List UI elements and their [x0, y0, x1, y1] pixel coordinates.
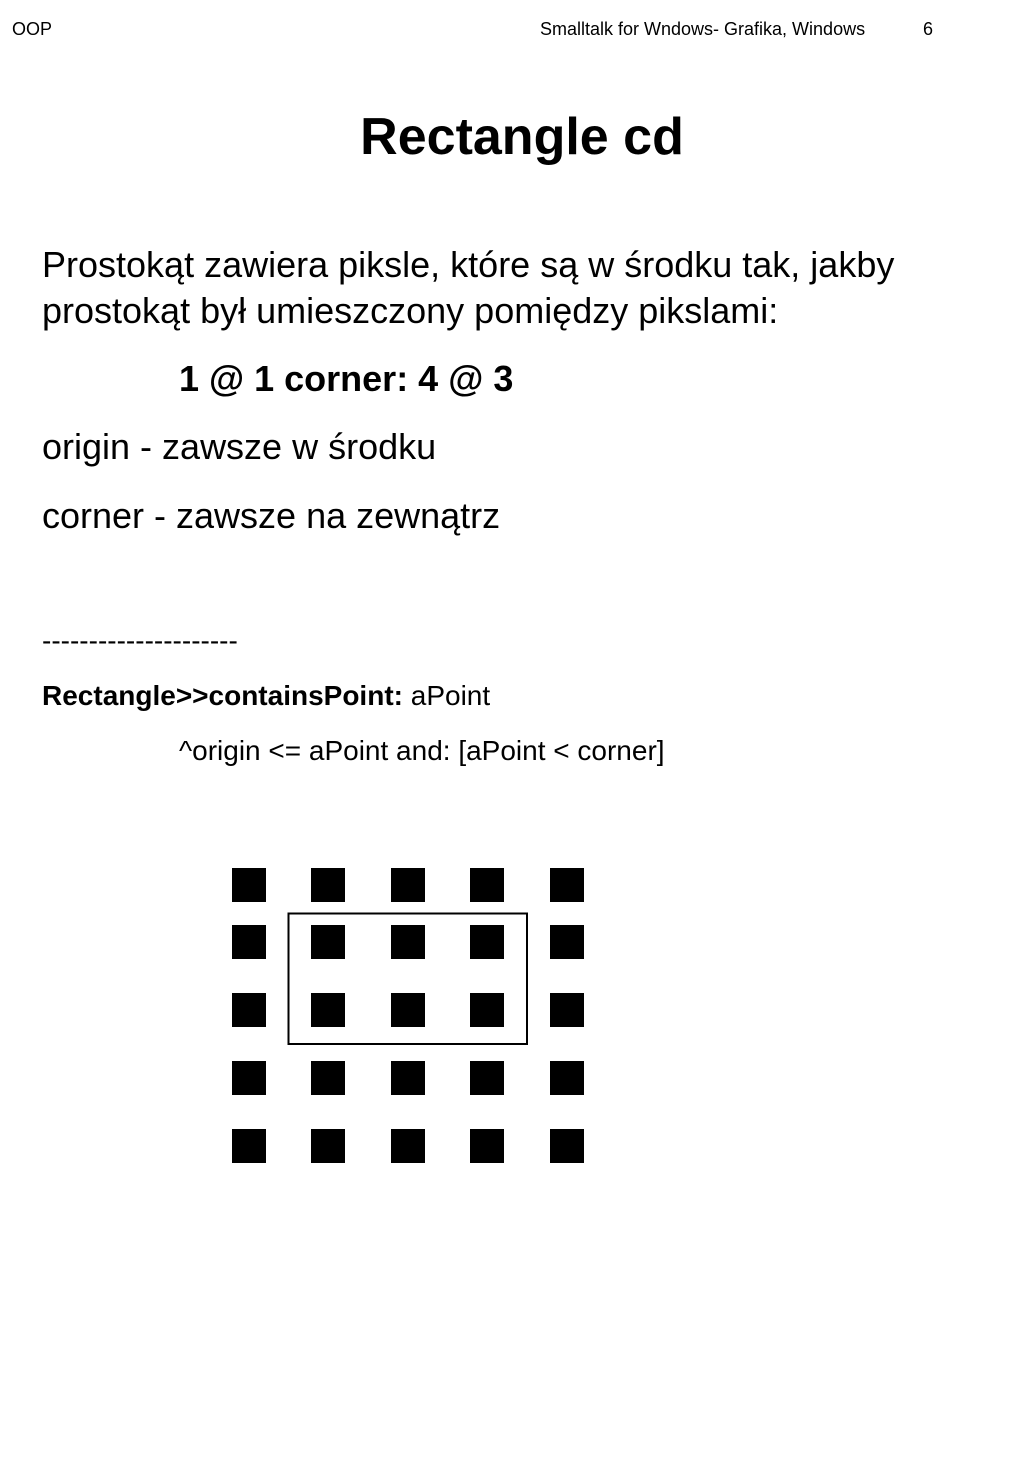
pixel-0-0	[232, 868, 266, 902]
pixel-1-4	[311, 1129, 345, 1163]
pixel-3-2	[470, 993, 504, 1027]
pixel-0-2	[232, 993, 266, 1027]
pixel-2-3	[391, 1061, 425, 1095]
pixel-4-3	[550, 1061, 584, 1095]
origin-description: origin - zawsze w środku	[42, 426, 437, 467]
rectangle-example: 1 @ 1 corner: 4 @ 3	[179, 358, 514, 399]
page-title: Rectangle cd	[360, 108, 684, 166]
pixel-3-0	[470, 868, 504, 902]
pixel-3-3	[470, 1061, 504, 1095]
pixel-1-0	[311, 868, 345, 902]
pixel-1-1	[311, 925, 345, 959]
pixel-grid-diagram	[220, 855, 600, 1175]
separator-line: ---------------------	[42, 625, 238, 656]
pixel-4-0	[550, 868, 584, 902]
method-selector: Rectangle>>containsPoint:	[42, 680, 403, 711]
intro-line-2: prostokąt był umieszczony pomiędzy pikslami:	[42, 290, 779, 331]
header-course-label: OOP	[12, 19, 53, 39]
method-signature	[42, 679, 490, 713]
pixel-grid	[232, 868, 584, 1163]
corner-description: corner - zawsze na zewnątrz	[42, 495, 501, 536]
pixel-0-4	[232, 1129, 266, 1163]
header-topic: Smalltalk for Wndows- Grafika, Windows	[540, 19, 866, 39]
pixel-2-1	[391, 925, 425, 959]
method-body: ^origin <= aPoint and: [aPoint < corner]	[179, 735, 665, 766]
pixel-1-3	[311, 1061, 345, 1095]
pixel-2-0	[391, 868, 425, 902]
pixel-4-4	[550, 1129, 584, 1163]
pixel-2-2	[391, 993, 425, 1027]
pixel-2-4	[391, 1129, 425, 1163]
pixel-0-1	[232, 925, 266, 959]
pixel-3-1	[470, 925, 504, 959]
pixel-1-2	[311, 993, 345, 1027]
pixel-0-3	[232, 1061, 266, 1095]
pixel-4-1	[550, 925, 584, 959]
intro-line-1: Prostokąt zawiera piksle, które są w środku tak, jakby	[42, 244, 895, 285]
header-page-number: 6	[923, 19, 934, 39]
pixel-4-2	[550, 993, 584, 1027]
pixel-3-4	[470, 1129, 504, 1163]
method-argument: aPoint	[402, 680, 491, 711]
